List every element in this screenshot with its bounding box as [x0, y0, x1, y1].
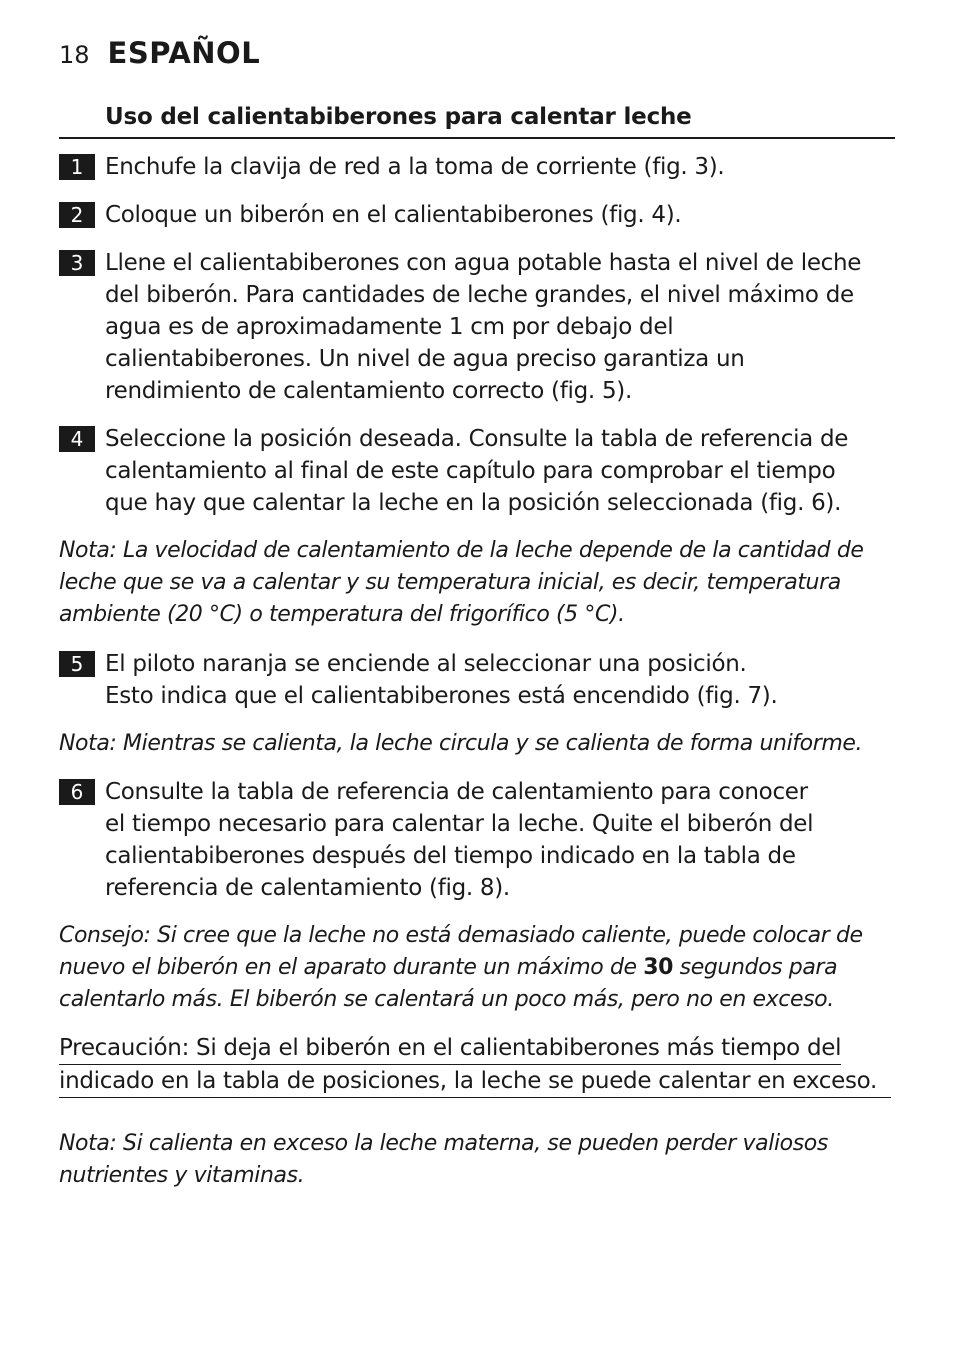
section-divider — [59, 137, 895, 139]
step-text: Enchufe la clavija de red a la toma de corriente (fig. 3). — [105, 154, 725, 180]
step-number-badge: 2 — [59, 202, 95, 228]
caution-line-1: Precaución: Si deja el biberón en el calientabiberones más tiempo del — [59, 1032, 841, 1065]
section-title: Uso del calientabiberones para calentar leche — [105, 104, 692, 130]
tip-text-start: Consejo: Si cree que la leche no está demasiado caliente, puede colocar de nuevo el biberón en el aparato durante un máximo de — [59, 923, 863, 980]
caution-block — [59, 1032, 891, 1098]
step-number-badge: 6 — [59, 779, 95, 805]
page-number: 18 — [59, 41, 90, 69]
step-6 — [59, 776, 889, 904]
tip-seconds-value: 30 — [643, 955, 674, 980]
tip-extra-heating — [59, 920, 895, 1016]
note-circulation: Nota: Mientras se calienta, la leche circula y se calienta de forma uniforme. — [59, 731, 863, 756]
step-text: Coloque un biberón en el calientabiberones (fig. 4). — [105, 202, 682, 228]
note-breast-milk: Nota: Si calienta en exceso la leche materna, se pueden perder valiosos nutrientes y vitaminas. — [59, 1131, 828, 1188]
step-1 — [59, 151, 889, 183]
step-number-badge: 1 — [59, 154, 95, 180]
note-heating-speed: Nota: La velocidad de calentamiento de la leche depende de la cantidad de leche que se va a calentar y su temperatura inicial, es decir, temperatura ambiente (20 °C) o temperatura del frigorífico (5 °C). — [59, 538, 864, 627]
step-number-badge: 5 — [59, 651, 95, 677]
step-text: El piloto naranja se enciende al seleccionar una posición. Esto indica que el calientabiberones está encendido (fig. 7). — [105, 651, 778, 709]
step-text: Consulte la tabla de referencia de calentamiento para conocer el tiempo necesario para calentar la leche. Quite el biberón del calientabiberones después del tiempo indicado en la tabla de referencia de calentamiento (fig. 8). — [105, 779, 814, 901]
step-2 — [59, 199, 889, 231]
caution-line-2: indicado en la tabla de posiciones, la leche se puede calentar en exceso. — [59, 1065, 891, 1098]
step-text: Llene el calientabiberones con agua potable hasta el nivel de leche del biberón. Para cantidades de leche grandes, el nivel máximo de agua es de aproximadamente 1 cm por debajo del calientabiberones. Un nivel de agua preciso garantiza un rendimiento de calentamiento correcto (fig. 5). — [105, 250, 862, 404]
language-heading: ESPAÑOL — [107, 36, 261, 70]
step-3 — [59, 247, 889, 407]
step-4 — [59, 423, 889, 519]
tip-text-end: segundos para calentarlo más. El biberón se calentará un poco más, pero no en exceso. — [59, 955, 838, 1012]
step-number-badge: 4 — [59, 426, 95, 452]
step-number-badge: 3 — [59, 250, 95, 276]
page-header — [59, 36, 260, 70]
step-5 — [59, 648, 889, 712]
step-text: Seleccione la posición deseada. Consulte la tabla de referencia de calentamiento al final de este capítulo para comprobar el tiempo que hay que calentar la leche en la posición seleccionada (fig. 6). — [105, 426, 849, 516]
